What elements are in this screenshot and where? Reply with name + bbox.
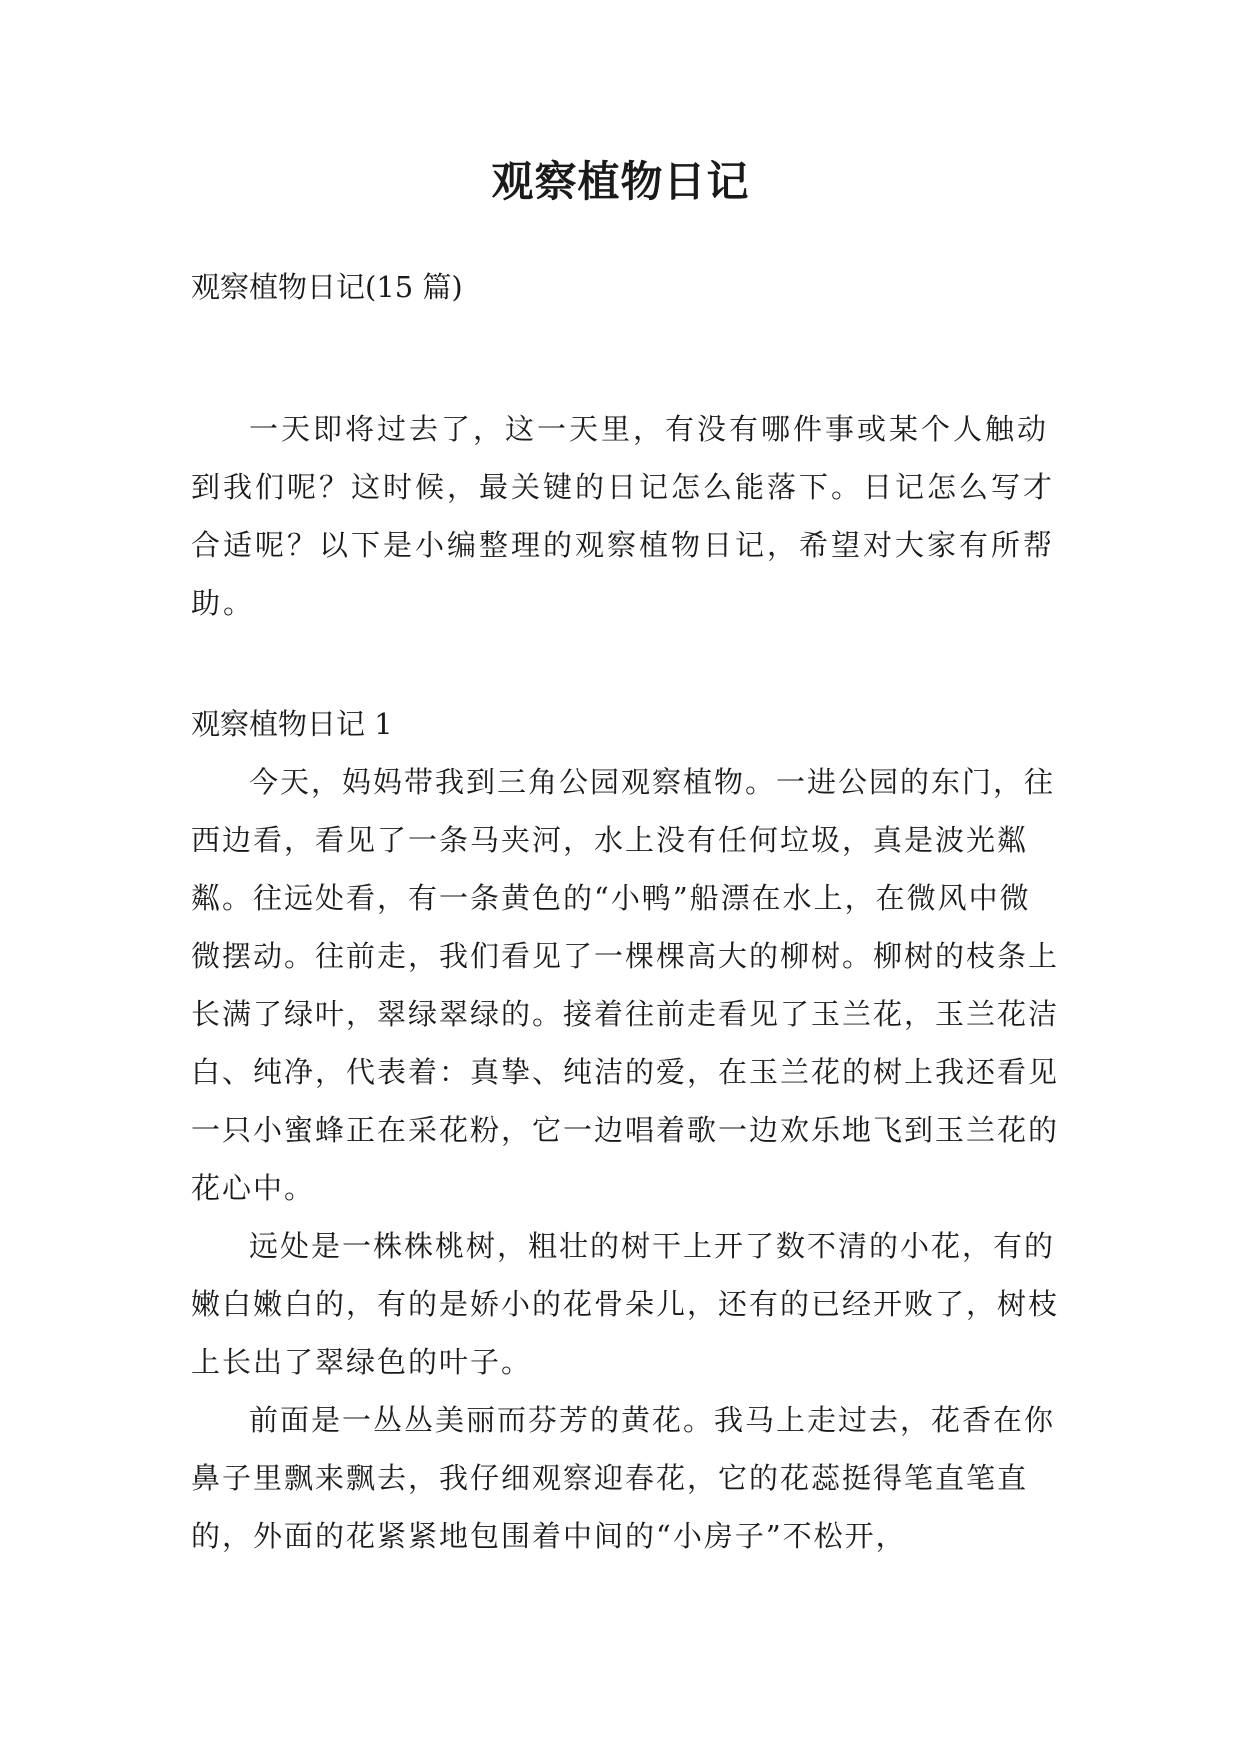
- body-paragraph-2: 远处是一株株桃树，粗壮的树干上开了数不清的小花，有的嫩白嫩白的，有的是娇小的花骨朵儿，还有的已经开败了，树枝上长出了翠绿色的叶子。: [191, 1229, 1060, 1379]
- body-paragraph-3: 前面是一丛丛美丽而芬芳的黄花。我马上走过去，花香在你鼻子里飘来飘去，我仔细观察迎春花，它的花蕊挺得笔直笔直的，外面的花紧紧地包围着中间的“小房子”不松开，: [191, 1403, 1056, 1553]
- section-heading: 观察植物日记 1: [191, 707, 393, 741]
- body-paragraph-1: 今天，妈妈带我到三角公园观察植物。一进公园的东门，往西边看，看见了一条马夹河，水上没有任何垃圾，真是波光粼粼。往远处看，有一条黄色的“小鸭”船漂在水上，在微风中微微摆动。往前走，我们看见了一棵棵高大的柳树。柳树的枝条上长满了绿叶，翠绿翠绿的。接着往前走看见了玉兰花，玉兰花洁白、纯净，代表着：真挚、纯洁的爱，在玉兰花的树上我还看见一只小蜜蜂正在采花粉，它一边唱着歌一边欢乐地飞到玉兰花的花心中。: [191, 765, 1060, 1205]
- intro-paragraph: 一天即将过去了，这一天里，有没有哪件事或某个人触动到我们呢？这时候，最关键的日记怎么能落下。日记怎么写才合适呢？以下是小编整理的观察植物日记，希望对大家有所帮助。: [191, 412, 1056, 620]
- document-title: 观察植物日记: [491, 157, 750, 206]
- document-subtitle: 观察植物日记(15 篇): [191, 270, 463, 304]
- diary-entry-1: [191, 695, 1061, 1565]
- intro-section: [191, 400, 1061, 632]
